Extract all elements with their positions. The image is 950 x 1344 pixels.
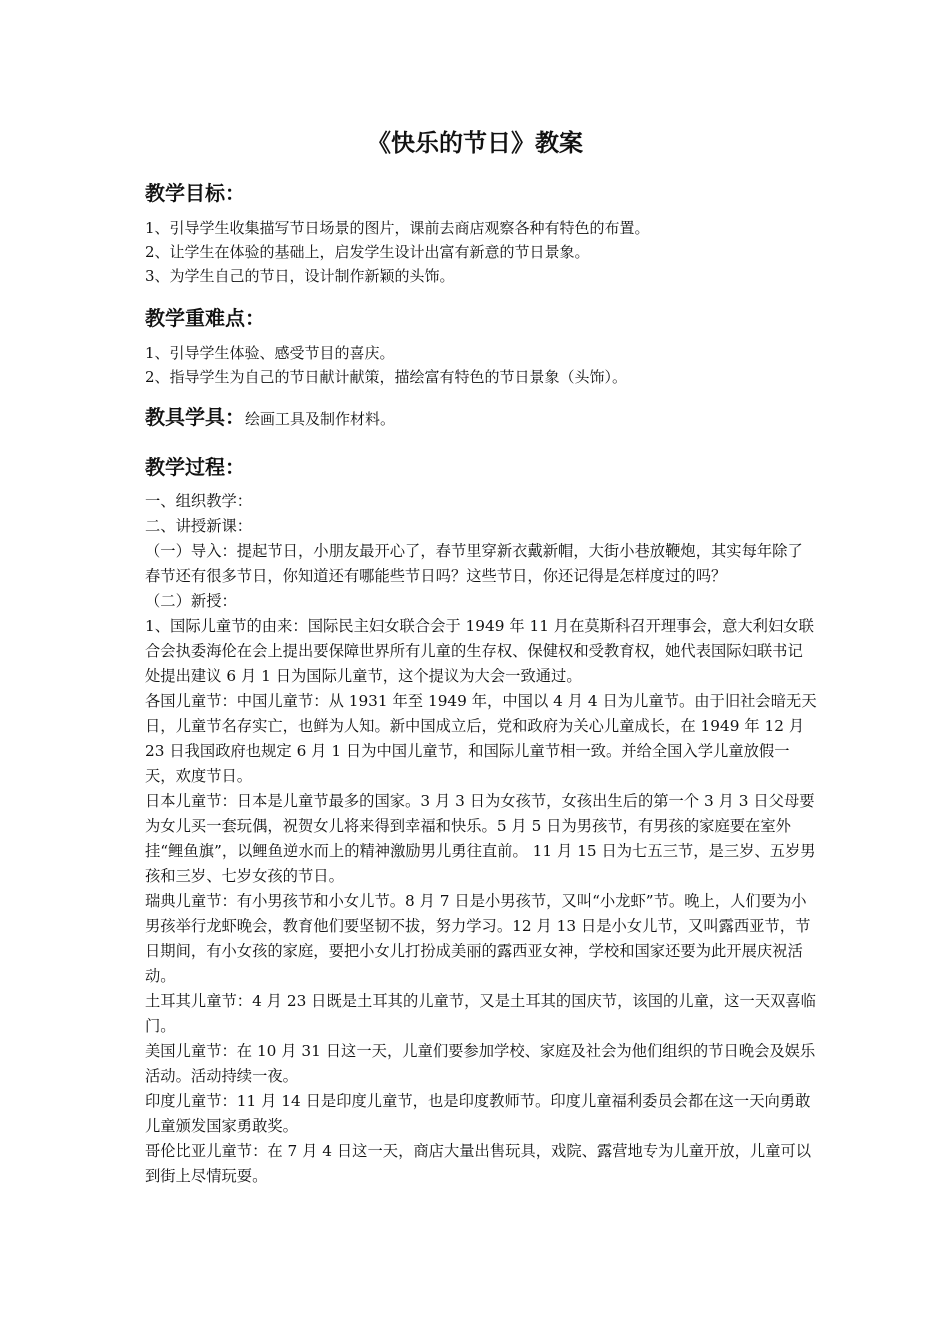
process-paragraph: 各国儿童节：中国儿童节：从 1931 年至 1949 年，中国以 4 月 4 日为儿童节。由于旧社会暗无天日，儿童节名存实亡，也鲜为人知。新中国成立后，党和政府为关心儿童成长，在 1949 年 12 月 23 日我国政府也规定 6 月 1 日为中国儿童节，和国际儿童节相一致。并给全国入学儿童放假一天，欢度节日。 [145,692,817,785]
keypoints-heading: 教学重难点： [145,306,265,330]
tools-line [145,404,395,432]
keypoint-item-2: 2、指导学生为自己的节日献计献策，描绘富有特色的节日景象（头饰）。 [145,368,628,386]
process-paragraph: 1、国际儿童节的由来：国际民主妇女联合会于 1949 年 11 月在莫斯科召开理事会，意大利妇女联合会执委海伦在会上提出要保障世界所有儿童的生存权、保健权和受教育权，她代表国际妇联书记处提出建议 6 月 1 日为国际儿童节，这个提议为大会一致通过。 [145,617,814,685]
process-paragraph: 日本儿童节：日本是儿童节最多的国家。3 月 3 日为女孩节，女孩出生后的第一个 3 月 3 日父母要为女儿买一套玩偶，祝贺女儿将来得到幸福和快乐。5 月 5 日为男孩节，有男孩的家庭要在室外挂“鲤鱼旗”，以鲤鱼逆水而上的精神激励男儿勇往直前。 11 月 15 日为七五三节，是三岁、五岁男孩和三岁、七岁女孩的节日。 [145,792,816,885]
tools-text: 绘画工具及制作材料。 [245,410,396,428]
goals-heading: 教学目标： [145,181,245,205]
process-paragraph: （二）新授： [145,592,237,610]
goal-item-1: 1、引导学生收集描写节日场景的图片，课前去商店观察各种有特色的布置。 [145,219,650,237]
goal-item-3: 3、为学生自己的节日，设计制作新颖的头饰。 [145,267,455,285]
process-paragraph: 二、讲授新课： [145,517,253,535]
goal-item-2: 2、让学生在体验的基础上，启发学生设计出富有新意的节日景象。 [145,243,590,261]
process-body [145,489,817,1189]
tools-heading: 教具学具： [145,405,245,429]
process-paragraph: 美国儿童节：在 10 月 31 日这一天，儿童们要参加学校、家庭及社会为他们组织的节日晚会及娱乐活动。活动持续一夜。 [145,1042,816,1085]
page-title: 《快乐的节日》教案 [367,128,583,157]
process-paragraph: 瑞典儿童节：有小男孩节和小女儿节。8 月 7 日是小男孩节，又叫“小龙虾”节。晚上，人们要为小男孩举行龙虾晚会，教育他们要坚韧不拔，努力学习。12 月 13 日是小女儿节，又叫露西亚节，节日期间，有小女孩的家庭，要把小女儿打扮成美丽的露西亚女神，学校和国家还要为此开展庆祝活动。 [145,892,811,985]
process-paragraph: 一、组织教学： [145,492,253,510]
process-paragraph: 土耳其儿童节：4 月 23 日既是土耳其的儿童节，又是土耳其的国庆节，该国的儿童，这一天双喜临门。 [145,992,816,1035]
process-paragraph: 印度儿童节：11 月 14 日是印度儿童节，也是印度教师节。印度儿童福利委员会都在这一天向勇敢儿童颁发国家勇敢奖。 [145,1092,811,1135]
keypoint-item-1: 1、引导学生体验、感受节目的喜庆。 [145,344,395,362]
process-heading: 教学过程： [145,455,245,479]
process-paragraph: （一）导入：提起节日，小朋友最开心了，春节里穿新衣戴新帽，大街小巷放鞭炮，其实每年除了春节还有很多节日，你知道还有哪能些节日吗？这些节日，你还记得是怎样度过的吗？ [145,542,803,585]
process-paragraph: 哥伦比亚儿童节：在 7 月 4 日这一天，商店大量出售玩具，戏院、露营地专为儿童开放，儿童可以到街上尽情玩耍。 [145,1142,812,1185]
